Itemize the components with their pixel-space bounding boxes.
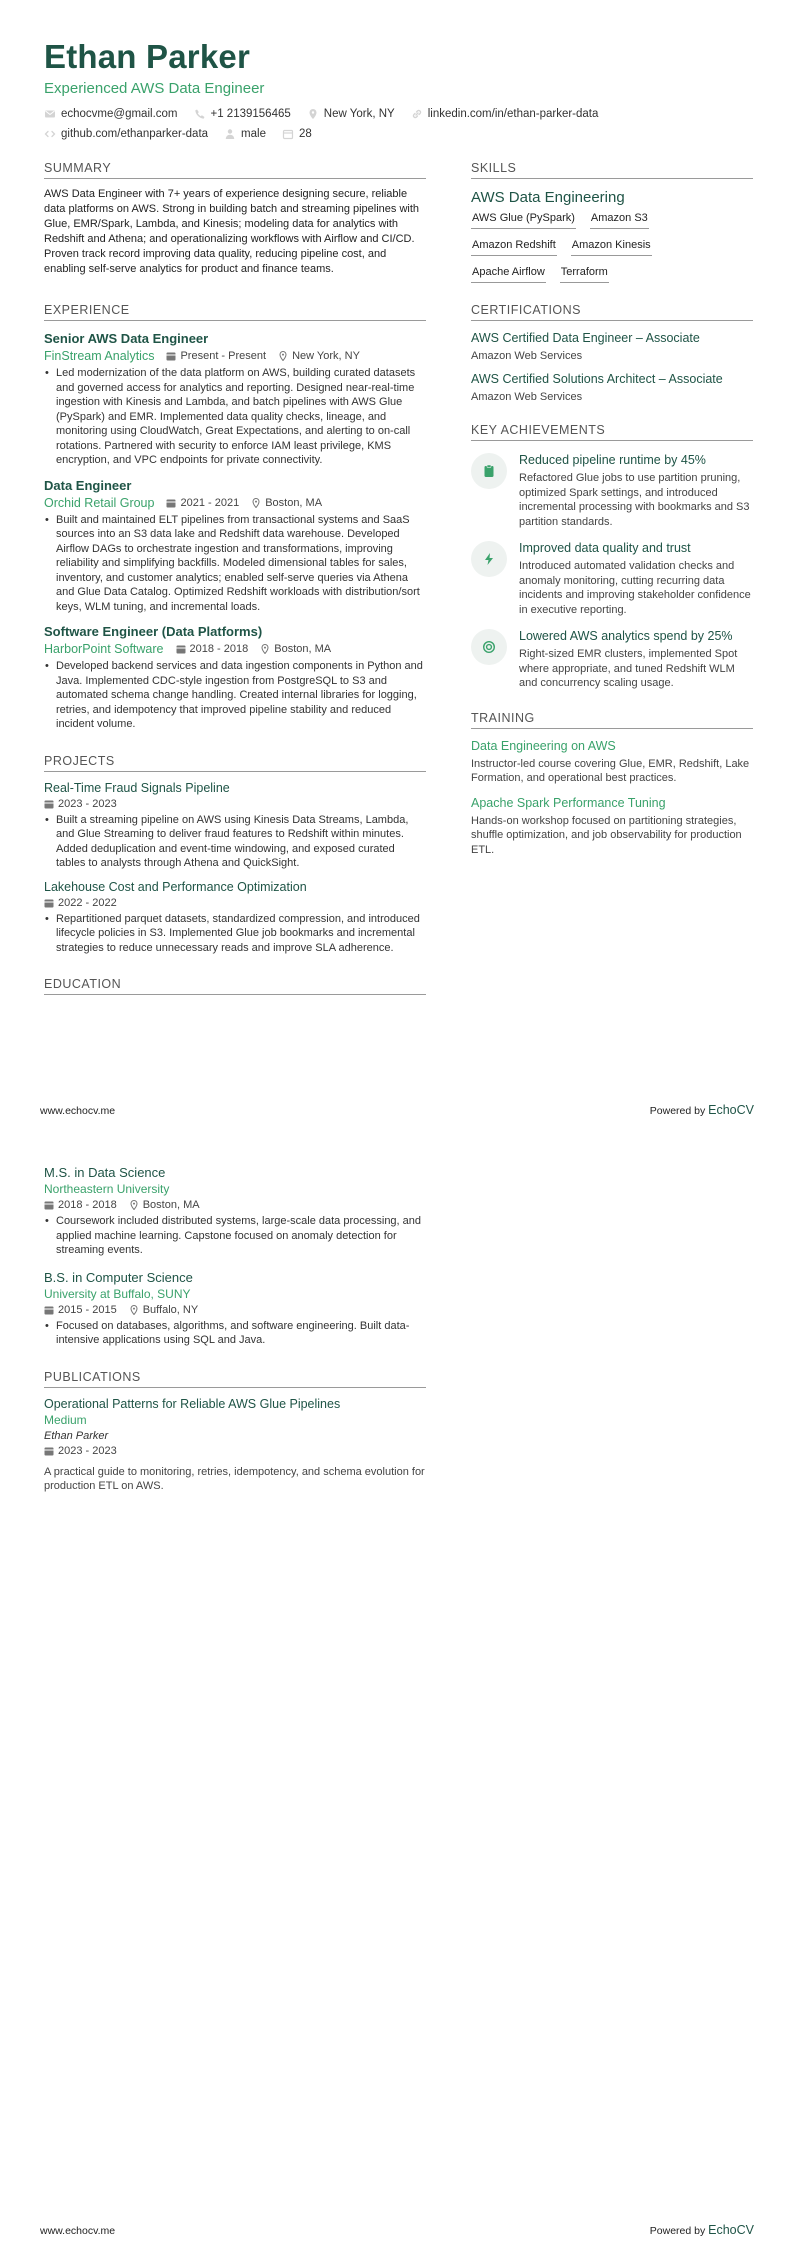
calendar-icon [44,898,54,908]
education-heading: EDUCATION [44,977,426,995]
footer-brand: EchoCV [708,1103,754,1117]
code-icon [44,128,56,140]
left-column [44,161,426,995]
footer-site-link[interactable]: www.echocv.me [40,2225,116,2237]
job-bullets [44,513,426,615]
contact-location: New York, NY [307,108,395,120]
footer-powered: Powered by EchoCV [649,2223,754,2237]
page-footer [40,2223,754,2237]
contact-row-2 [44,128,724,140]
location-pin-icon [251,498,261,508]
link-icon [411,108,423,120]
job-bullets [44,659,426,732]
training-desc: Hands-on workshop focused on partitioning strategies, shuffle optimization, and job observability for production ETL. [471,814,742,856]
job-location: Boston, MA [251,497,322,509]
project-bullets [44,912,426,956]
project-bullets [44,813,426,871]
experience-heading: EXPERIENCE [44,303,426,321]
skill-tag: AWS Glue (PySpark) [471,212,576,229]
education-dates: 2015 - 2015 [44,1304,117,1316]
summary-text: AWS Data Engineer with 7+ years of experience designing secure, reliable data platforms on AWS. Strong in building batch and streaming pipelines with Glue, EMR/Spark, Lambda, and Kinesis; modeling data for analytics with Redshift and Athena; and operationalizing workflows with Airflow and CI/CD. Proven track record improving data quality, reducing pipeline cost, and enabling self-serve analytics for product and finance teams. [44,188,420,275]
achievements-heading: KEY ACHIEVEMENTS [471,423,753,441]
calendar-icon [166,351,176,361]
contact-email[interactable]: echocvme@gmail.com [44,108,178,120]
achievement-title: Improved data quality and trust [519,541,691,555]
bullet-item: • Built and maintained ELT pipelines from transactional systems and SaaS sources into an S3 data lake and Redshift data warehouse. Developed Airflow DAGs to orchestrate ingestion and transformations, improving reliability and simplifying backfills. Modeled dimensional tables for sales, inventory, and customer analytics; enabled self-serve queries via Athena and Glue Data Catalog. Optimized Redshift workloads with distribution/sort keys, WLM tuning, and incremental loads. [44,513,426,615]
location-pin-icon [129,1200,139,1210]
cert-issuer: Amazon Web Services [471,391,583,403]
left-column-continued [44,1165,426,1494]
contact-github[interactable]: github.com/ethanparker-data [44,128,208,140]
publication-title: Operational Patterns for Reliable AWS Glue Pipelines [44,1396,341,1411]
job-title: Software Engineer (Data Platforms) [44,624,263,639]
education-item [44,1270,426,1348]
experience-item [44,478,426,615]
project-item [44,781,426,871]
project-dates: 2023 - 2023 [44,798,426,810]
bullet-item: • Led modernization of the data platform on AWS, building curated datasets and governed access for analytics and reporting. Designed near-real-time ingestion with Kinesis and Lambda, and batch pipelines with AWS Glue (PySpark) and EMR. Implemented data quality checks, lineage, and monitoring using CloudWatch, Great Expectations, and alerting to on-call rotations. Partnered with security to enforce IAM least privilege, KMS encryption, and VPC endpoints for private connectivity. [44,366,426,468]
achievement-item [471,629,753,691]
calendar-icon [282,128,294,140]
contact-gender: male [224,128,266,140]
job-meta [44,496,426,510]
job-meta [44,349,426,363]
education-bullets [44,1319,426,1348]
job-title: Senior AWS Data Engineer [44,331,209,346]
achievement-title: Lowered AWS analytics spend by 25% [519,629,733,643]
publication-author: Ethan Parker [44,1429,109,1442]
training-title: Data Engineering on AWS [471,738,616,753]
education-bullets [44,1214,426,1258]
footer-site-link[interactable]: www.echocv.me [40,1105,116,1117]
location-pin-icon [307,108,319,120]
skills-group-title: AWS Data Engineering [471,189,625,206]
job-bullets [44,366,426,468]
footer-powered: Powered by EchoCV [649,1103,754,1117]
candidate-name: Ethan Parker [44,38,250,75]
cert-name: AWS Certified Data Engineer – Associate [471,331,700,345]
job-location: Boston, MA [260,643,331,655]
calendar-icon [176,644,186,654]
skill-tag: Amazon Redshift [471,239,557,256]
job-company: HarborPoint Software [44,642,164,656]
skills-heading: SKILLS [471,161,753,179]
job-company: FinStream Analytics [44,349,155,363]
education-location: Buffalo, NY [129,1304,198,1316]
job-location: New York, NY [278,350,360,362]
footer-brand: EchoCV [708,2223,754,2237]
location-pin-icon [129,1305,139,1315]
job-dates: 2021 - 2021 [166,497,239,509]
resume-page-2 [0,1123,794,2246]
email-icon [44,108,56,120]
achievement-desc: Refactored Glue jobs to use partition pruning, optimized Spark settings, and introduced incremental processing with bookmarks and S3 partition standards. [519,472,750,528]
calendar-icon [44,1305,54,1315]
job-dates: 2018 - 2018 [176,643,249,655]
achievement-item [471,453,753,529]
calendar-icon [44,1446,54,1456]
job-title: Data Engineer [44,477,132,493]
calendar-icon [44,799,54,809]
education-degree: M.S. in Data Science [44,1165,166,1180]
job-company: Orchid Retail Group [44,495,155,510]
skill-tag: Amazon Kinesis [571,239,652,256]
contact-row-1 [44,108,724,120]
bullet-item: • Developed backend services and data ingestion components in Python and Java. Implemented CDC-style ingestion from PostgreSQL to S3 and automated schema change handling. Created internal libraries for logging, retries, and idempotency that improved pipeline stability and reduced incident volume. [44,659,426,732]
training-desc: Instructor-led course covering Glue, EMR, Redshift, Lake Formation, and operational best practices. [471,757,750,784]
education-degree: B.S. in Computer Science [44,1269,193,1285]
calendar-icon [166,498,176,508]
candidate-role: Experienced AWS Data Engineer [44,80,265,97]
education-school: Northeastern University [44,1182,170,1196]
page-footer [40,1103,754,1117]
achievement-title: Reduced pipeline runtime by 45% [519,453,706,467]
contact-phone[interactable]: +1 2139156465 [194,108,291,120]
achievement-item [471,541,753,617]
target-icon [471,629,507,665]
skill-tag: Terraform [560,266,609,283]
bullet-item: • Built a streaming pipeline on AWS using Kinesis Data Streams, Lambda, and Glue Streaming to deliver fraud features to Redshift within minutes. Added deduplication and event-time windowing, and exposed curated tables to analysts through Athena and QuickSight. [44,813,426,871]
bolt-icon [471,541,507,577]
summary-heading: SUMMARY [44,161,426,179]
education-meta [44,1199,426,1211]
experience-item [44,624,426,732]
bullet-item: • Repartitioned parquet datasets, standardized compression, and introduced lifecycle policies in S3. Implemented Glue job bookmarks and incremental strategies to reduce unnecessary reads and improve SLA adherence. [44,912,426,956]
publications-heading: PUBLICATIONS [44,1370,426,1388]
training-title: Apache Spark Performance Tuning [471,795,666,810]
bullet-item: • Focused on databases, algorithms, and software engineering. Built data-intensive applications using SQL and Java. [44,1319,426,1348]
skills-tags [471,212,671,283]
right-column [471,161,753,857]
bullet-item: • Coursework included distributed systems, large-scale data processing, and applied machine learning. Capstone focused on anomaly detection for streaming events. [44,1214,426,1258]
education-location: Boston, MA [129,1199,200,1211]
job-meta [44,642,426,656]
experience-item [44,331,426,468]
publication-desc: A practical guide to monitoring, retries, idempotency, and schema evolution for production ETL on AWS. [44,1465,425,1492]
job-dates: Present - Present [166,350,266,362]
calendar-icon [44,1200,54,1210]
projects-heading: PROJECTS [44,754,426,772]
education-school: University at Buffalo, SUNY [44,1286,191,1301]
achievement-desc: Right-sized EMR clusters, implemented Spot where appropriate, and tuned Redshift WLM and concurrency scaling usage. [519,648,738,689]
publication-publisher: Medium [44,1412,87,1427]
publication-dates: 2023 - 2023 [44,1445,426,1457]
clipboard-icon [471,453,507,489]
cert-issuer: Amazon Web Services [471,350,583,362]
education-meta [44,1304,426,1316]
education-dates: 2018 - 2018 [44,1199,117,1211]
contact-linkedin[interactable]: linkedin.com/in/ethan-parker-data [411,108,599,120]
contact-age: 28 [282,128,312,140]
project-dates: 2022 - 2022 [44,897,426,909]
publication-item [44,1397,426,1494]
cert-name: AWS Certified Solutions Architect – Associate [471,372,723,386]
phone-icon [194,108,206,120]
project-item [44,880,426,956]
skill-tag: Apache Airflow [471,266,546,283]
achievement-desc: Introduced automated validation checks and anomaly monitoring, cutting recurring data incidents and improving stakeholder confidence in executive reporting. [519,560,751,616]
training-heading: TRAINING [471,711,753,729]
skill-tag: Amazon S3 [590,212,649,229]
project-title: Real-Time Fraud Signals Pipeline [44,780,230,795]
project-title: Lakehouse Cost and Performance Optimization [44,879,307,894]
location-pin-icon [278,351,288,361]
certifications-heading: CERTIFICATIONS [471,303,753,321]
location-pin-icon [260,644,270,654]
education-item [44,1165,426,1258]
person-icon [224,128,236,140]
